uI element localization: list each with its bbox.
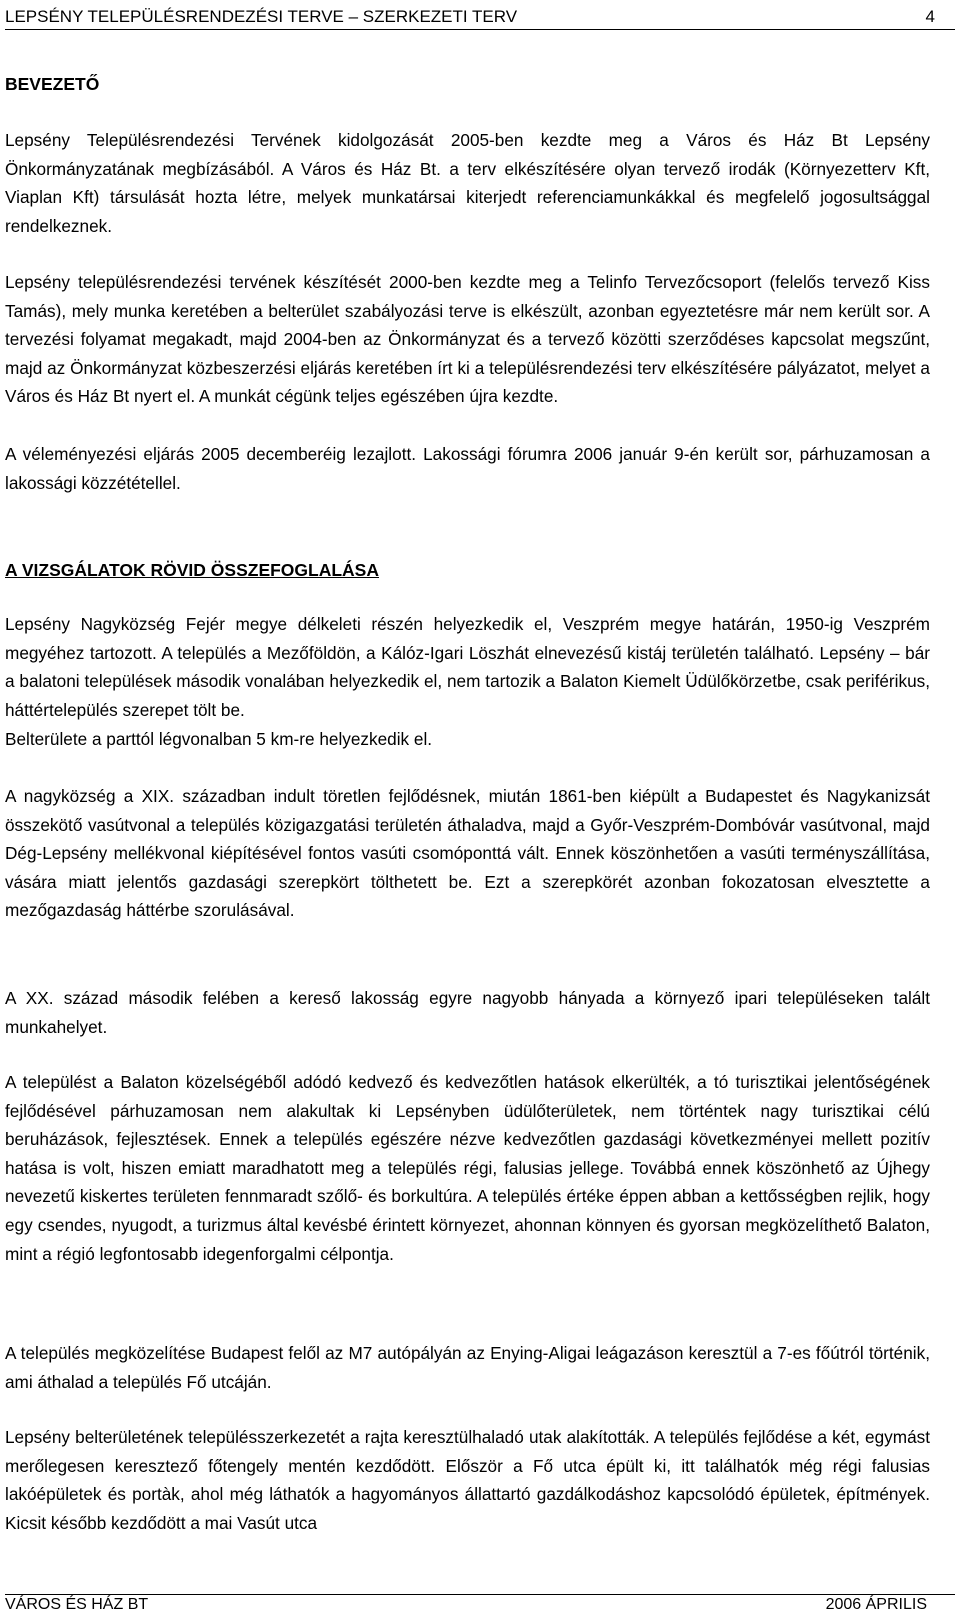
footer-date: 2006 ÁPRILIS bbox=[825, 1596, 927, 1613]
intro-paragraph-3: A véleményezési eljárás 2005 decemberéig lezajlott. Lakossági fórumra 2006 január 9-én került sor, párhuzamosan a lakossági közzététellel. bbox=[5, 444, 930, 493]
page-footer bbox=[5, 1594, 955, 1617]
summary-paragraph-3: A XX. század második felében a kereső lakosság egyre nagyobb hányada a környező ipari településeken talált munkahelyet. bbox=[5, 988, 930, 1037]
summary-paragraph-5: A település megközelítése Budapest felől az M7 autópályán az Enying-Aligai leágazáson keresztül a 7-es főútról történik, ami áthalad a település Fő utcáján. bbox=[5, 1343, 930, 1392]
summary-paragraph-6: Lepsény belterületének településszerkezetét a rajta keresztülhaladó utak alakították. A település fejlődése a két, egymást merőlegesen keresztező főtengely mentén kezdődött. Először a Fő utca épült ki, itt találhatók még régi falusias lakóépületek és portàk, ahol még láthatók a hagyományos állattartó gazdálkodáshoz kapcsolódó épületek, építmények. Kicsit később kezdődött a mai Vasút utca bbox=[5, 1427, 930, 1533]
footer-company: VÁROS ÉS HÁZ BT bbox=[5, 1596, 149, 1613]
summary-paragraph-1: Lepsény Nagyközség Fejér megye délkeleti részén helyezkedik el, Veszprém megye határán, 1950-ig Veszprém megyéhez tartozott. A település a Mezőföldön, a Kálóz-Igari Löszhát elnevezésű kistáj területén található. Lepsény – bár a balatoni települések második vonalában helyezkedik el, nem tartozik a Balaton Kiemelt Üdülőkörzetbe, csak periférikus, háttértelepülés szerepet tölt be. bbox=[5, 614, 930, 720]
intro-heading: BEVEZETŐ bbox=[5, 74, 100, 94]
intro-paragraph-1: Lepsény Településrendezési Tervének kidolgozását 2005-ben kezdte meg a Város és Ház Bt Lepsény Önkormányzatának megbízásából. A Város és Ház Bt. a terv elkészítésére olyan tervező irodák (Környezetterv Kft, Viaplan Kft) társulását hozta létre, melyek munkatársai kiterjedt referenciamunkákkal és megfelelő jogosultsággal rendelkeznek. bbox=[5, 130, 930, 236]
page-header bbox=[5, 0, 955, 30]
summary-paragraph-4: A települést a Balaton közelségéből adódó kedvező és kedvezőtlen hatások elkerülték, a tó turisztikai jelentőségének fejlődésével párhuzamosan nem alakultak ki Lepsényben üdülőterületek, nem történtek nagy turisztikai célú beruházások, fejlesztések. Ennek a település egészére nézve kedvezőtlen gazdasági következményei mellett pozitív hatása is volt, hiszen emiatt maradhatott meg a település régi, falusias jellege. Továbbá ennek köszönhető az Újhegy nevezetű kiskertes területen fennmaradt szőlő- és borkultúra. A település értéke éppen abban a kettősségben rejlik, hogy egy csendes, nyugodt, a turizmus által kevésbé érintett környezet, ahonnan könnyen és gyorsan megközelíthető Balaton, mint a régió legfontosabb idegenforgalmi célpontja. bbox=[5, 1072, 930, 1264]
page-number: 4 bbox=[925, 7, 935, 26]
header-title: LEPSÉNY TELEPÜLÉSRENDEZÉSI TERVE – SZERKEZETI TERV bbox=[5, 7, 518, 26]
summary-paragraph-1b: Belterülete a parttól légvonalban 5 km-re helyezkedik el. bbox=[5, 729, 433, 749]
summary-heading: A VIZSGÁLATOK RÖVID ÖSSZEFOGLALÁSA bbox=[5, 560, 379, 580]
summary-paragraph-2: A nagyközség a XIX. században indult töretlen fejlődésnek, miután 1861-ben kiépült a Budapestet és Nagykanizsát összekötő vasútvonal a település közigazgatási területén áthaladva, majd a Győr-Veszprém-Dombóvár vasútvonal, majd Dég-Lepsény mellékvonal kiépítésével fontos vasúti csomóponttá vált. Ennek köszönhetően a vasúti terményszállítása, vására miatt jelentős gazdasági szerepkört tölthetett be. Ezt a szerepkörét azonban fokozatosan elvesztette a mezőgazdaság háttérbe szorulásával. bbox=[5, 786, 930, 921]
intro-paragraph-2: Lepsény településrendezési tervének készítését 2000-ben kezdte meg a Telinfo Tervezőcsoport (felelős tervező Kiss Tamás), mely munka keretében a belterület szabályozási terve is elkészült, azonban egyeztetésre már nem került sor. A tervezési folyamat megakadt, majd 2004-ben az Önkormányzat és a tervező közötti szerződéses kapcsolat megszűnt, majd az Önkormányzat közbeszerzési eljárás keretében írt ki a településrendezési terv elkészítésére pályázatot, melyet a Város és Ház Bt nyert el. A munkát cégünk teljes egészében újra kezdte. bbox=[5, 272, 930, 407]
